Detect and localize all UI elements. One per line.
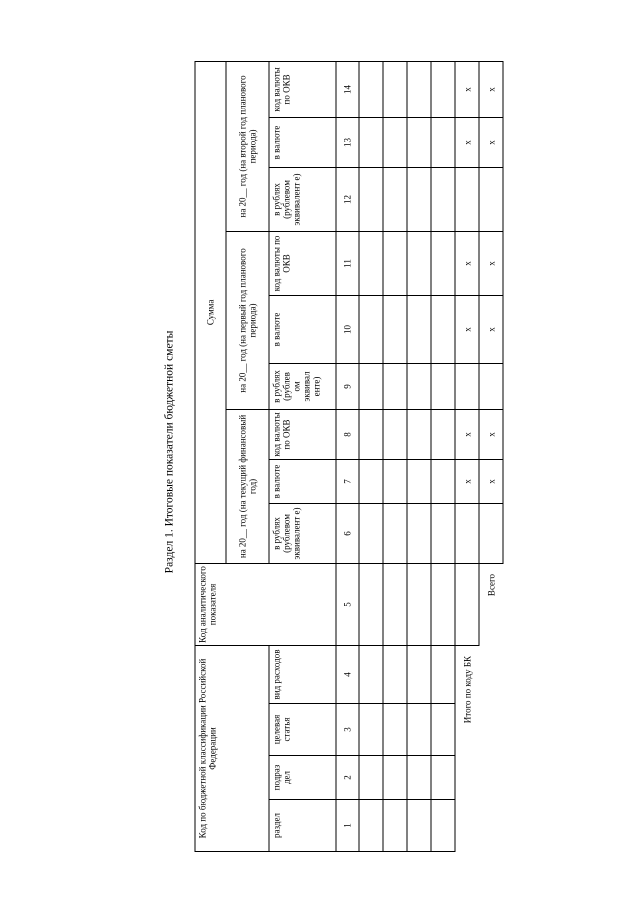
header-razdel: раздел <box>269 800 336 852</box>
column-number: 10 <box>336 295 359 363</box>
table-row <box>359 61 383 851</box>
x-mark: x <box>455 459 479 503</box>
section-title: Раздел 1. Итоговые показатели бюджетной сметы <box>163 330 176 574</box>
column-number: 1 <box>336 800 359 852</box>
rotated-page <box>163 52 497 852</box>
header-year-current: на 20__ год (на текущий финансовый год) <box>226 409 269 563</box>
header-vid: вид расходов <box>269 645 336 703</box>
header-sum: Сумма <box>195 61 226 563</box>
column-number: 3 <box>336 704 359 756</box>
column-number-row <box>336 61 359 851</box>
header-cur-first: в валюте <box>269 295 336 363</box>
column-number: 13 <box>336 117 359 167</box>
vsego-row <box>479 61 503 851</box>
x-mark: x <box>479 117 503 167</box>
header-rub-second: в рублях (рублевом эквивалент е) <box>269 167 336 231</box>
header-year-second: на 20__ год (на второй год планового периода) <box>226 61 269 231</box>
table-row <box>431 61 455 851</box>
vsego-label: Всего <box>479 563 503 645</box>
header-row-1 <box>195 61 226 851</box>
table-row <box>407 61 431 851</box>
header-okv-current: код валюты по ОКВ <box>269 409 336 459</box>
header-kbk: Код по бюджетной классификации Российской Федерации <box>195 645 269 851</box>
column-number: 14 <box>336 61 359 117</box>
table-row <box>383 61 407 851</box>
header-analytic: Код аналитического показателя <box>195 563 336 645</box>
header-podrazdel: подраз дел <box>269 756 336 800</box>
header-row-3 <box>269 61 336 851</box>
x-mark: x <box>479 409 503 459</box>
column-number: 8 <box>336 409 359 459</box>
header-year-first: на 20__ год (на первый год планового периода) <box>226 231 269 409</box>
header-cur-current: в валюте <box>269 459 336 503</box>
x-mark: x <box>455 117 479 167</box>
column-number: 5 <box>336 563 359 645</box>
itogo-row <box>455 61 479 851</box>
x-mark: x <box>479 231 503 295</box>
column-number: 2 <box>336 756 359 800</box>
column-number: 7 <box>336 459 359 503</box>
budget-summary-table <box>195 61 504 852</box>
header-cur-second: в валюте <box>269 117 336 167</box>
itogo-bk-label: Итого по коду БК <box>462 655 473 724</box>
column-number: 9 <box>336 363 359 409</box>
header-rub-first: в рублях (рублев ом эквивал енте) <box>269 363 336 409</box>
x-mark: x <box>455 295 479 363</box>
x-mark: x <box>455 231 479 295</box>
column-number: 12 <box>336 167 359 231</box>
header-okv-first: код валюты по ОКВ <box>269 231 336 295</box>
column-number: 11 <box>336 231 359 295</box>
x-mark: x <box>479 295 503 363</box>
header-statya: целевая статья <box>269 704 336 756</box>
header-okv-second: код валюты по ОКВ <box>269 61 336 117</box>
x-mark: x <box>455 409 479 459</box>
x-mark: x <box>455 61 479 117</box>
x-mark: x <box>479 459 503 503</box>
x-mark: x <box>479 61 503 117</box>
column-number: 4 <box>336 645 359 703</box>
column-number: 6 <box>336 503 359 563</box>
header-rub-current: в рублях (рублевом эквивалент е) <box>269 503 336 563</box>
